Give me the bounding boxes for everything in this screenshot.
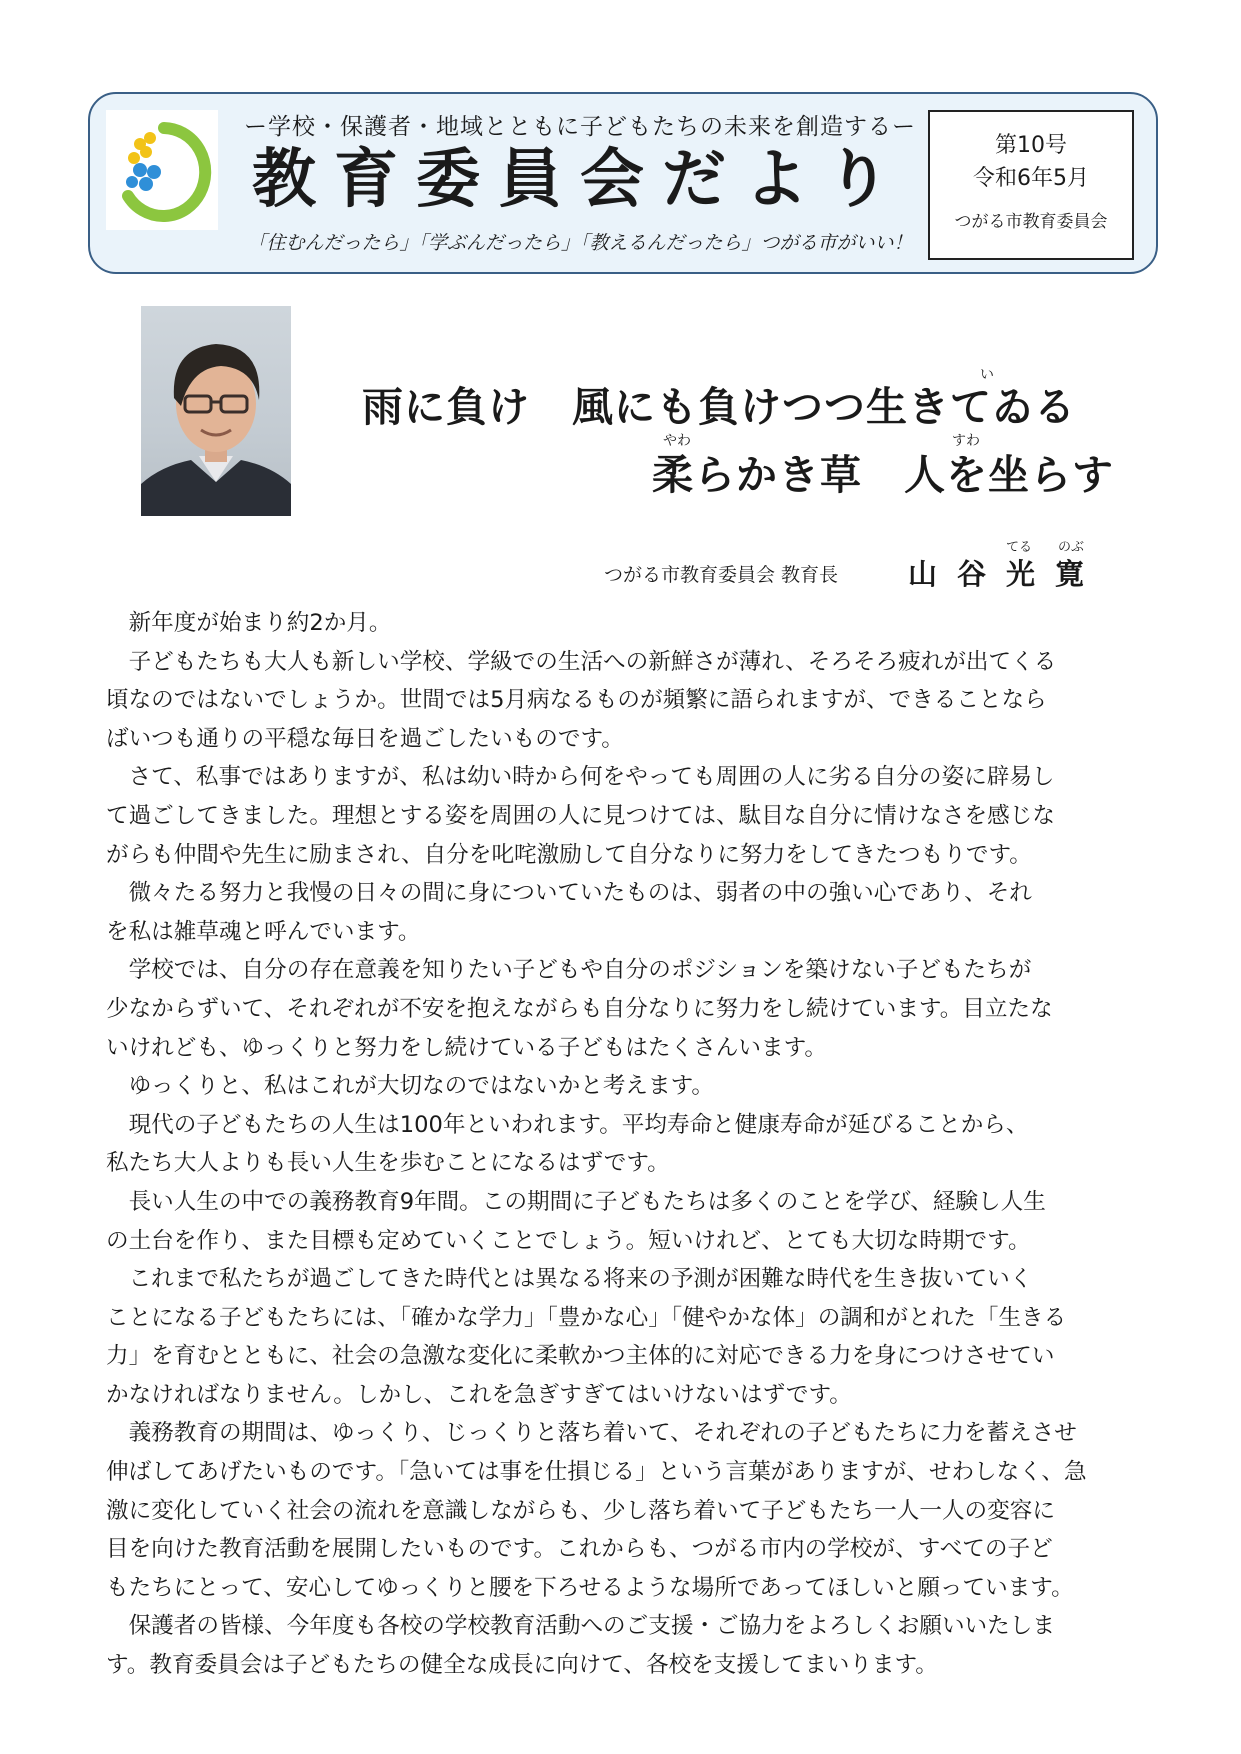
body-line: 保護者の皆様、今年度も各校の学校教育活動へのご支援・ご協力をよろしくお願いいたしま [106,1613,1055,1640]
body-line: 頃なのではないでしょうか。世間では5月病なるものが頻繁に語られますが、できることなら [106,687,1047,714]
body-line: 微々たる努力と我慢の日々の間に身についていたものは、弱者の中の強い心であり、それ [106,880,1032,907]
superintendent-photo [141,306,291,516]
message-body [106,604,1120,1685]
body-line: もたちにとって、安心してゆっくりと腰を下ろせるような場所であってほしいと願っています。 [106,1574,1074,1601]
issue-publisher: つがる市教育委員会 [954,212,1108,232]
body-line: 伸ばしてあげたいものです。「急いては事を仕損じる」という言葉がありますが、せわしなく、急 [106,1459,1087,1486]
poem-ruby-i: い [980,367,994,383]
issue-number: 第10号 [995,133,1067,158]
body-line: 義務教育の期間は、ゆっくり、じっくりと落ち着いて、それぞれの子どもたちに力を蓄えさせ [106,1420,1077,1447]
body-line: 新年度が始まり約2か月。 [106,610,392,636]
body-line: 力」を育むとともに、社会の急激な変化に柔軟かつ主体的に対応できる力を身につけさせてい [106,1343,1055,1370]
header-tagline: ー学校・保護者・地域とともに子どもたちの未来を創造するー [244,114,916,140]
issue-date: 令和6年5月 [973,166,1089,191]
body-line: 現代の子どもたちの人生は100年といわれます。平均寿命と健康寿命が延びることから、 [106,1111,1029,1138]
poem-line-2: 柔らかき草 人を坐らす [652,451,1114,499]
body-line: ゆっくりと、私はこれが大切なのではないかと考えます。 [106,1073,714,1100]
body-line: を私は雑草魂と呼んでいます。 [106,918,421,945]
body-line: かなければなりません。しかし、これを急ぎすぎてはいけないはずです。 [106,1381,852,1408]
body-line: ばいつも通りの平穏な毎日を過ごしたいものです。 [106,725,624,752]
body-line: の土台を作り、また目標も定めていくことでしょう。短いけれど、とても大切な時期です。 [106,1227,1031,1254]
body-line: 少なからずいて、それぞれが不安を抱えながらも自分なりに努力をし続けています。目立たな [106,995,1053,1022]
body-line: 目を向けた教育活動を展開したいものです。これからも、つがる市内の学校が、すべての子ど [106,1536,1053,1563]
author-ruby-nobu: のぶ [1058,540,1085,555]
body-line: これまで私たちが過ごしてきた時代とは異なる将来の予測が困難な時代を生き抜いていく [106,1266,1033,1293]
city-logo [106,110,218,230]
body-line: 私たち大人よりも長い人生を歩むことになるはずです。 [106,1150,670,1177]
body-line: さて、私事ではありますが、私は幼い時から何をやっても周囲の人に劣る自分の姿に辟易し [106,764,1055,791]
author-org-role: つがる市教育委員会 教育長 [604,564,839,586]
poem-line-1: 雨に負け 風にも負けつつ生きてゐる [362,383,1076,431]
body-line: 長い人生の中での義務教育9年間。この期間に子どもたちは多くのことを学び、経験し人生 [106,1188,1046,1215]
header-slogan: 「住むんだったら」「学ぶんだったら」「教えるんだったら」つがる市がいい！ [247,232,913,254]
body-line: て過ごしてきました。理想とする姿を周囲の人に見つけては、駄目な自分に情けなさを感じな [106,802,1055,829]
body-line: 激に変化していく社会の流れを意識しながらも、少し落ち着いて子どもたち一人一人の変容に [106,1497,1055,1524]
poem-ruby-yawa: やわ [663,433,691,449]
author-name: 山谷光寛 [908,557,1105,591]
body-line: す。教育委員会は子どもたちの健全な成長に向けて、各校を支援してまいります。 [106,1652,938,1679]
body-line: ことになる子どもたちには、「確かな学力」「豊かな心」「健やかな体」の調和がとれた「生きる [106,1304,1067,1331]
newsletter-title: 教育委員会だより [252,142,908,217]
issue-info-box [928,110,1134,260]
body-line: 学校では、自分の存在意義を知りたい子どもや自分のポジションを築けない子どもたちが [106,957,1032,984]
poem-ruby-suwa: すわ [952,433,980,449]
body-line: がらも仲間や先生に励まされ、自分を叱咤激励して自分なりに努力をしてきたつもりです。 [106,841,1032,868]
body-line: いけれども、ゆっくりと努力をし続けている子どもはたくさんいます。 [106,1034,827,1061]
body-line: 子どもたちも大人も新しい学校、学級での生活への新鮮さが薄れ、そろそろ疲れが出てくる [106,648,1057,675]
author-ruby-teru: てる [1006,540,1033,555]
